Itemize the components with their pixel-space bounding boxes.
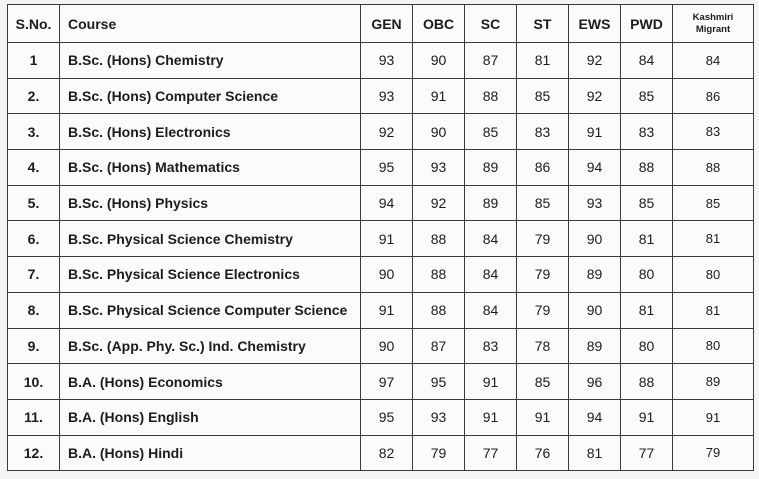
- cell-ews: 89: [569, 328, 621, 364]
- cell-pwd: 77: [621, 435, 673, 471]
- cell-ews: 92: [569, 78, 621, 114]
- cell-gen: 90: [361, 257, 413, 293]
- cell-st: 91: [517, 399, 569, 435]
- header-st: ST: [517, 5, 569, 43]
- table-row: [8, 185, 754, 221]
- cell-gen: 90: [361, 328, 413, 364]
- cell-obc: 91: [413, 78, 465, 114]
- cell-obc: 93: [413, 399, 465, 435]
- cell-pwd: 80: [621, 328, 673, 364]
- cell-sc: 91: [465, 399, 517, 435]
- cell-kashmiri-migrant: 89: [673, 364, 754, 400]
- header-ews: EWS: [569, 5, 621, 43]
- cell-pwd: 80: [621, 257, 673, 293]
- cell-sno: 8.: [8, 292, 60, 328]
- cell-pwd: 84: [621, 43, 673, 79]
- table-row: [8, 150, 754, 186]
- cell-sno: 7.: [8, 257, 60, 293]
- cell-obc: 90: [413, 43, 465, 79]
- table-row: [8, 221, 754, 257]
- cell-pwd: 83: [621, 114, 673, 150]
- cell-gen: 91: [361, 292, 413, 328]
- header-gen: GEN: [361, 5, 413, 43]
- cell-obc: 90: [413, 114, 465, 150]
- cell-pwd: 88: [621, 364, 673, 400]
- cutoff-table-container: [7, 4, 754, 471]
- cell-sc: 88: [465, 78, 517, 114]
- cell-pwd: 88: [621, 150, 673, 186]
- cell-kashmiri-migrant: 83: [673, 114, 754, 150]
- cell-sno: 12.: [8, 435, 60, 471]
- cell-ews: 89: [569, 257, 621, 293]
- cell-ews: 90: [569, 292, 621, 328]
- cell-sno: 2.: [8, 78, 60, 114]
- cell-sc: 77: [465, 435, 517, 471]
- cell-pwd: 85: [621, 185, 673, 221]
- cell-sc: 89: [465, 150, 517, 186]
- header-kashmiri-line2: Migrant: [695, 23, 731, 35]
- cell-sno: 1: [8, 43, 60, 79]
- cell-kashmiri-migrant: 79: [673, 435, 754, 471]
- cell-kashmiri-migrant: 88: [673, 150, 754, 186]
- header-kashmiri-migrant: [673, 5, 754, 43]
- header-kashmiri-line1: Kashmiri: [692, 11, 734, 23]
- cell-ews: 90: [569, 221, 621, 257]
- cell-obc: 93: [413, 150, 465, 186]
- cell-ews: 92: [569, 43, 621, 79]
- header-pwd: PWD: [621, 5, 673, 43]
- table-row: [8, 399, 754, 435]
- cell-ews: 96: [569, 364, 621, 400]
- cell-sc: 84: [465, 292, 517, 328]
- cutoff-table: [7, 4, 754, 471]
- cell-st: 79: [517, 221, 569, 257]
- cell-sno: 3.: [8, 114, 60, 150]
- cell-st: 79: [517, 257, 569, 293]
- cell-obc: 88: [413, 221, 465, 257]
- cell-course: B.Sc. (Hons) Mathematics: [60, 150, 361, 186]
- cell-sno: 5.: [8, 185, 60, 221]
- cell-course: B.Sc. Physical Science Chemistry: [60, 221, 361, 257]
- cell-st: 79: [517, 292, 569, 328]
- table-row: [8, 43, 754, 79]
- table-body: [8, 43, 754, 471]
- cell-obc: 79: [413, 435, 465, 471]
- cell-obc: 87: [413, 328, 465, 364]
- cell-sno: 11.: [8, 399, 60, 435]
- cell-kashmiri-migrant: 84: [673, 43, 754, 79]
- cell-ews: 94: [569, 150, 621, 186]
- cell-course: B.Sc. Physical Science Electronics: [60, 257, 361, 293]
- cell-course: B.Sc. (Hons) Chemistry: [60, 43, 361, 79]
- cell-course: B.Sc. (App. Phy. Sc.) Ind. Chemistry: [60, 328, 361, 364]
- cell-course: B.A. (Hons) Hindi: [60, 435, 361, 471]
- cell-course: B.A. (Hons) English: [60, 399, 361, 435]
- cell-sc: 89: [465, 185, 517, 221]
- table-row: [8, 114, 754, 150]
- cell-st: 85: [517, 78, 569, 114]
- cell-pwd: 81: [621, 221, 673, 257]
- cell-gen: 92: [361, 114, 413, 150]
- cell-ews: 91: [569, 114, 621, 150]
- cell-obc: 95: [413, 364, 465, 400]
- cell-course: B.A. (Hons) Economics: [60, 364, 361, 400]
- header-sc: SC: [465, 5, 517, 43]
- table-row: [8, 364, 754, 400]
- cell-ews: 81: [569, 435, 621, 471]
- cell-gen: 82: [361, 435, 413, 471]
- cell-obc: 88: [413, 257, 465, 293]
- cell-pwd: 81: [621, 292, 673, 328]
- cell-course: B.Sc. (Hons) Computer Science: [60, 78, 361, 114]
- cell-gen: 94: [361, 185, 413, 221]
- cell-sc: 91: [465, 364, 517, 400]
- cell-sno: 4.: [8, 150, 60, 186]
- cell-st: 85: [517, 364, 569, 400]
- cell-gen: 95: [361, 399, 413, 435]
- cell-gen: 93: [361, 43, 413, 79]
- cell-obc: 92: [413, 185, 465, 221]
- cell-st: 78: [517, 328, 569, 364]
- cell-ews: 94: [569, 399, 621, 435]
- cell-obc: 88: [413, 292, 465, 328]
- cell-kashmiri-migrant: 80: [673, 257, 754, 293]
- cell-st: 81: [517, 43, 569, 79]
- cell-sno: 6.: [8, 221, 60, 257]
- cell-gen: 93: [361, 78, 413, 114]
- cell-kashmiri-migrant: 81: [673, 221, 754, 257]
- table-row: [8, 328, 754, 364]
- cell-st: 83: [517, 114, 569, 150]
- table-row: [8, 435, 754, 471]
- table-row: [8, 257, 754, 293]
- cell-course: B.Sc. Physical Science Computer Science: [60, 292, 361, 328]
- cell-kashmiri-migrant: 91: [673, 399, 754, 435]
- cell-kashmiri-migrant: 80: [673, 328, 754, 364]
- cell-sno: 10.: [8, 364, 60, 400]
- cell-st: 86: [517, 150, 569, 186]
- cell-ews: 93: [569, 185, 621, 221]
- cell-st: 85: [517, 185, 569, 221]
- cell-sc: 85: [465, 114, 517, 150]
- cell-sc: 83: [465, 328, 517, 364]
- cell-course: B.Sc. (Hons) Electronics: [60, 114, 361, 150]
- cell-kashmiri-migrant: 81: [673, 292, 754, 328]
- cell-kashmiri-migrant: 85: [673, 185, 754, 221]
- table-row: [8, 292, 754, 328]
- cell-gen: 95: [361, 150, 413, 186]
- header-course: Course: [60, 5, 361, 43]
- header-sno: S.No.: [8, 5, 60, 43]
- cell-st: 76: [517, 435, 569, 471]
- header-obc: OBC: [413, 5, 465, 43]
- cell-course: B.Sc. (Hons) Physics: [60, 185, 361, 221]
- cell-kashmiri-migrant: 86: [673, 78, 754, 114]
- table-row: [8, 78, 754, 114]
- cell-gen: 91: [361, 221, 413, 257]
- header-row: [8, 5, 754, 43]
- cell-sc: 84: [465, 257, 517, 293]
- cell-sc: 87: [465, 43, 517, 79]
- cell-sno: 9.: [8, 328, 60, 364]
- cell-pwd: 91: [621, 399, 673, 435]
- cell-pwd: 85: [621, 78, 673, 114]
- cell-gen: 97: [361, 364, 413, 400]
- cell-sc: 84: [465, 221, 517, 257]
